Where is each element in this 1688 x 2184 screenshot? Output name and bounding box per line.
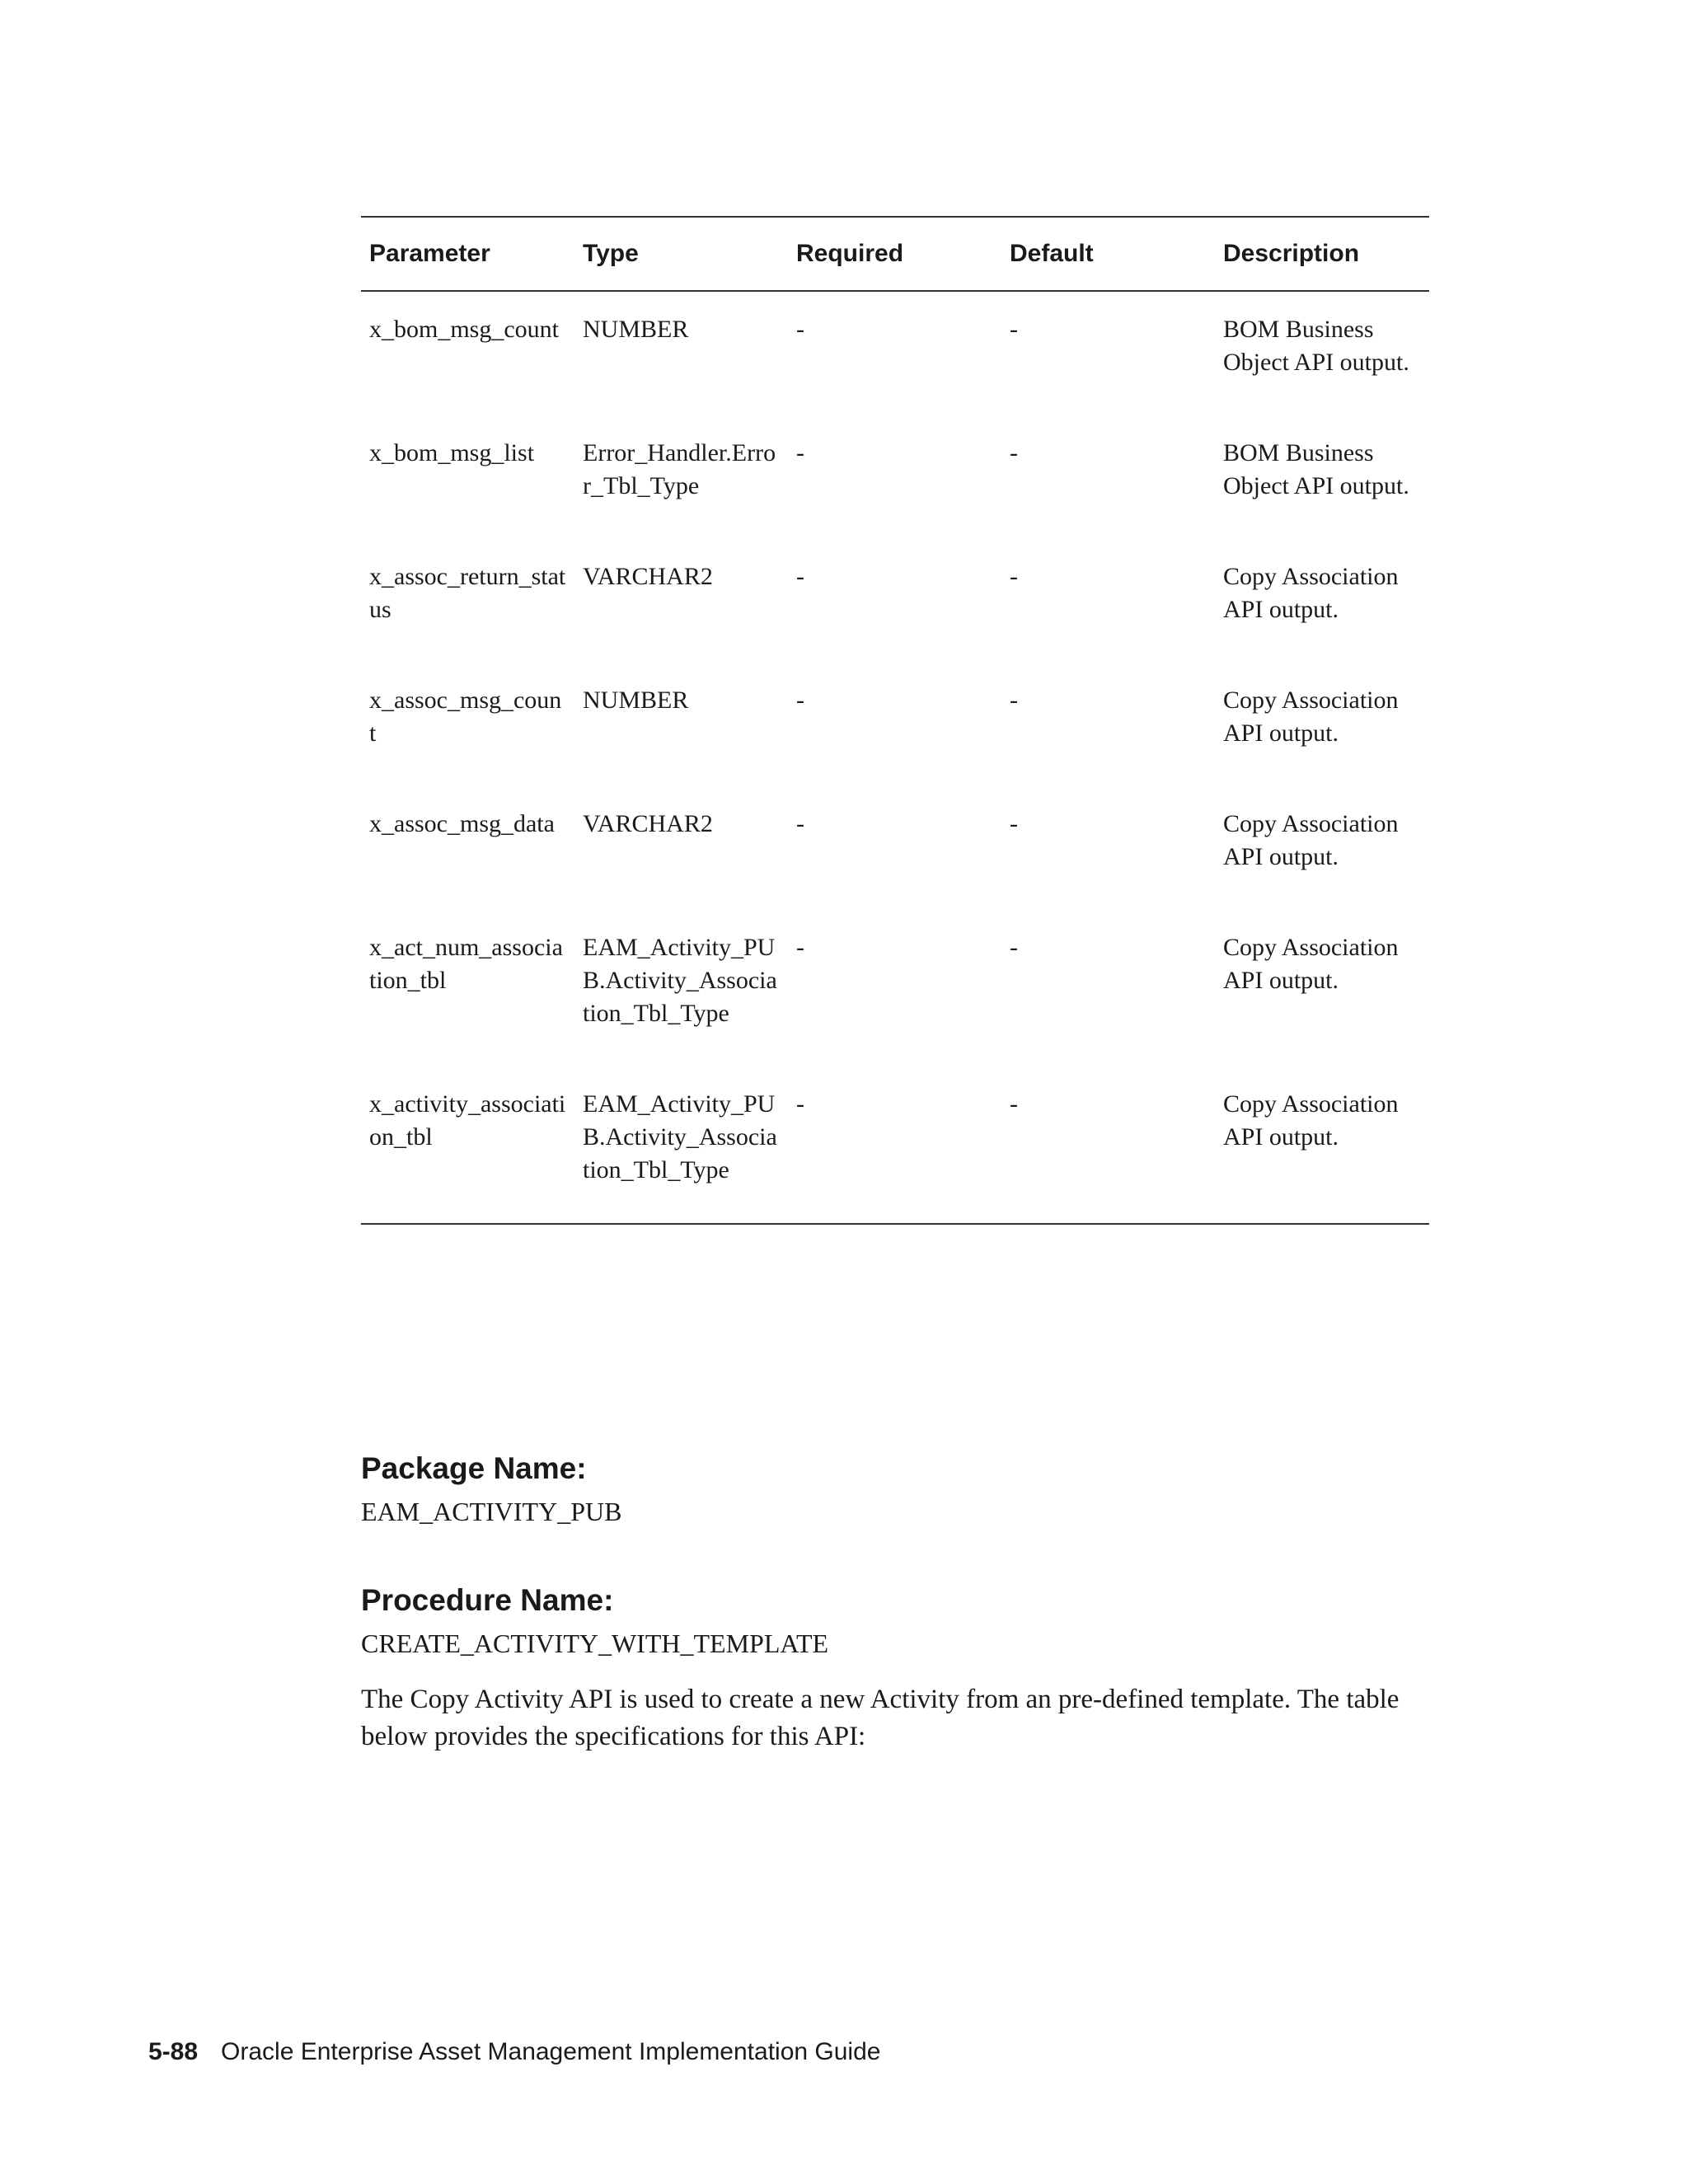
table-body — [361, 291, 1429, 1224]
cell-parameter: x_bom_msg_count — [369, 316, 559, 343]
table-header — [361, 217, 1429, 291]
cell-description: Copy Association API output. — [1223, 810, 1399, 870]
cell-required: - — [796, 316, 804, 343]
cell-required: - — [796, 810, 804, 837]
cell-parameter: x_bom_msg_list — [369, 439, 535, 466]
cell-description: Copy Association API output. — [1223, 1090, 1399, 1151]
cell-type: VARCHAR2 — [583, 810, 713, 837]
cell-type: NUMBER — [583, 316, 689, 343]
table-row — [361, 1066, 1429, 1224]
cell-default: - — [1010, 439, 1018, 466]
cell-description: Copy Association API output. — [1223, 687, 1399, 747]
cell-required: - — [796, 439, 804, 466]
header-default: Default — [1010, 240, 1094, 267]
header-description: Description — [1223, 240, 1360, 267]
cell-type: VARCHAR2 — [583, 563, 713, 590]
cell-parameter: x_assoc_return_status — [369, 563, 566, 623]
cell-default: - — [1010, 316, 1018, 343]
table-row — [361, 663, 1429, 786]
procedure-value: CREATE_ACTIVITY_WITH_TEMPLATE — [361, 1629, 829, 1658]
cell-description: BOM Business Object API output. — [1223, 316, 1409, 376]
cell-default: - — [1010, 934, 1018, 961]
parameter-table — [361, 216, 1429, 1225]
table-row — [361, 910, 1429, 1066]
cell-description: Copy Association API output. — [1223, 563, 1399, 623]
footer-title: Oracle Enterprise Asset Management Implementation Guide — [221, 2038, 881, 2065]
procedure-heading: Procedure Name: — [361, 1583, 614, 1617]
cell-parameter: x_assoc_msg_data — [369, 810, 555, 837]
cell-required: - — [796, 1090, 804, 1118]
cell-required: - — [796, 563, 804, 590]
cell-default: - — [1010, 563, 1018, 590]
cell-parameter: x_activity_association_tbl — [369, 1090, 566, 1151]
cell-description: Copy Association API output. — [1223, 934, 1399, 994]
procedure-section — [361, 1582, 1432, 1661]
package-section — [361, 1451, 1432, 1530]
header-type: Type — [583, 240, 639, 267]
table-row — [361, 291, 1429, 415]
cell-default: - — [1010, 810, 1018, 837]
table-row — [361, 415, 1429, 539]
cell-parameter: x_act_num_association_tbl — [369, 934, 563, 994]
table-row — [361, 539, 1429, 663]
package-heading: Package Name: — [361, 1451, 587, 1485]
header-parameter: Parameter — [369, 240, 490, 267]
table-row — [361, 786, 1429, 910]
cell-default: - — [1010, 1090, 1018, 1118]
cell-required: - — [796, 934, 804, 961]
cell-type: NUMBER — [583, 687, 689, 714]
cell-description: BOM Business Object API output. — [1223, 439, 1409, 499]
cell-default: - — [1010, 687, 1018, 714]
table-header-row — [361, 217, 1429, 291]
cell-parameter: x_assoc_msg_count — [369, 687, 562, 747]
cell-required: - — [796, 687, 804, 714]
header-required: Required — [796, 240, 904, 267]
page-number: 5-88 — [148, 2038, 199, 2065]
body-paragraph: The Copy Activity API is used to create a new Activity from an pre-defined template. The table below provides the specifications for this API: — [361, 1685, 1400, 1751]
package-value: EAM_ACTIVITY_PUB — [361, 1497, 622, 1526]
page-footer — [148, 2037, 880, 2067]
cell-type: Error_Handler.Error_Tbl_Type — [583, 439, 776, 499]
cell-type: EAM_Activity_PUB.Activity_Association_Tbl_Type — [583, 934, 777, 1027]
cell-type: EAM_Activity_PUB.Activity_Association_Tbl_Type — [583, 1090, 777, 1183]
